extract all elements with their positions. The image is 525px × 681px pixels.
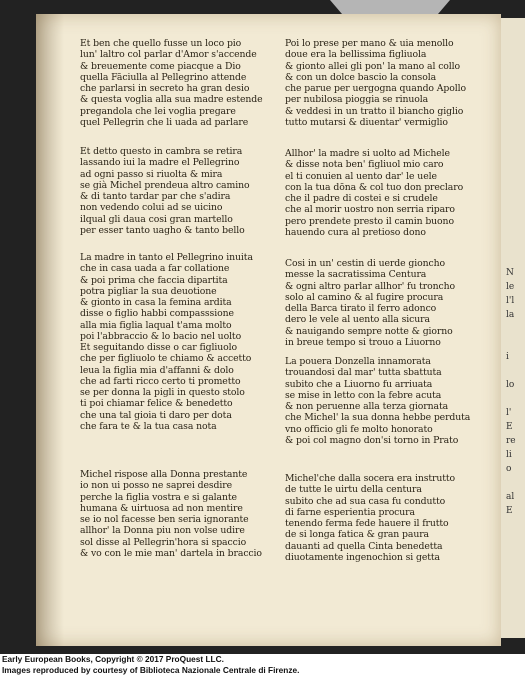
verse-line: La pouera Donzella innamorata	[285, 356, 431, 367]
verse-line: quel Pellegrin che li uada ad parlare	[80, 117, 249, 129]
verse-line: io non ui posso ne saprei desdire	[80, 480, 232, 492]
verse-line: che il padre di costei e si crudele	[285, 193, 438, 205]
image-credit-footer	[0, 654, 525, 681]
verse-line: alla mia figlia laqual t'ama molto	[80, 319, 232, 331]
verse-line: Poi lo prese per mano & uia menollo	[285, 38, 454, 49]
verse-line: & con un dolce bascio la consola	[285, 71, 437, 83]
facing-page-fragment: i	[506, 352, 509, 362]
stanza	[80, 342, 251, 432]
verse-line: non vedendo colui ad se uicino	[80, 202, 223, 214]
facing-page-fragment: li	[506, 450, 512, 460]
stanza	[285, 258, 455, 348]
verse-line: perche la figlia vostra e si galante	[80, 491, 237, 503]
verse-line: & questa voglia alla sua madre estende	[80, 94, 263, 106]
verse-line: Michel rispose alla Donna prestante	[80, 469, 248, 480]
verse-line: leua la figlia mia d'affanni & dolo	[80, 364, 234, 376]
verse-line: & di tanto tardar par che s'adira	[80, 191, 231, 203]
verse-line: di farne esperientia procura	[285, 506, 415, 518]
verse-line: La madre in tanto el Pellegrino inuita	[80, 252, 253, 263]
verse-line: & vo con le mie man' dartela in braccio	[80, 548, 262, 560]
verse-line: lun' laltro col parlar d'Amor s'accende	[80, 49, 257, 61]
verse-line: & poi prima che faccia dipartita	[80, 274, 228, 286]
verse-line: de si longa fatica & gran paura	[285, 529, 429, 541]
verse-line: che ad farti ricco certo ti prometto	[80, 375, 241, 387]
verse-line: che parlarsi in secreto ha gran desio	[80, 83, 250, 95]
reproduction-credit-line: Images reproduced by courtesy of Biblioteca Nazionale Centrale di Firenze.	[2, 665, 300, 675]
verse-line: sol disse al Pellegrin'hora si spaccio	[80, 536, 247, 548]
verse-line: che in casa uada a far collatione	[80, 263, 230, 275]
verse-line: tutto mutarsi & diuentar' vermiglio	[285, 117, 448, 129]
verse-line: che per figliuolo te chiamo & accetto	[80, 353, 252, 365]
verse-line: che al morir uostro non serria riparo	[285, 204, 455, 216]
verse-line: dauanti ad quella Cinta benedetta	[285, 540, 443, 552]
verse-line: che fara te & la tua casa nota	[80, 421, 217, 433]
verse-line: de tutte le uirtu della centura	[285, 484, 422, 496]
verse-line: humana & uirtuosa ad non mentire	[80, 502, 243, 514]
verse-line: della Barca tirato il ferro adonco	[285, 303, 437, 315]
stanza	[80, 252, 253, 342]
facing-page-fragment: lo	[506, 380, 515, 390]
stanza	[80, 38, 263, 128]
verse-line: che una tal gioia ti daro per dota	[80, 409, 232, 421]
verse-line: per nubilosa pioggia se rinuola	[285, 94, 429, 106]
verse-line: vno officio gli fe molto honorato	[285, 423, 433, 435]
verse-line: per esser tanto uagho & tanto bello	[80, 225, 245, 237]
facing-page-fragment: E	[506, 422, 513, 432]
stanza	[80, 469, 262, 559]
verse-line: ad ogni passo si riuolta & mira	[80, 168, 223, 180]
verse-line: & nauigando sempre notte & giorno	[285, 325, 453, 337]
verse-line: che parue per uergogna quando Apollo	[285, 83, 466, 95]
verse-line: in breue tempo si trouo a Liuorno	[285, 337, 441, 349]
facing-page-fragment: N	[506, 268, 514, 278]
facing-page-fragment: le	[506, 282, 515, 292]
facing-page-fragment: la	[506, 310, 515, 320]
verse-line: Michel'che dalla socera era instrutto	[285, 473, 456, 484]
facing-page-fragment: re	[506, 436, 516, 446]
stanza	[285, 473, 455, 563]
verse-line: doue era la bellissima figliuola	[285, 49, 427, 61]
verse-line: se mise in letto con la febre acuta	[285, 389, 442, 401]
verse-line: Et detto questo in cambra se retira	[80, 146, 243, 157]
verse-line: trouandosi dal mar' tutta sbattuta	[285, 367, 442, 379]
verse-line: & disse nota ben' figliuol mio caro	[285, 159, 444, 171]
verse-line: tenendo ferma fede hauere il frutto	[285, 518, 449, 530]
verse-line: che Michel' la sua donna hebbe perduta	[285, 412, 471, 424]
verse-line: & veddesi in un tratto il biancho giglio	[285, 105, 464, 117]
verse-line: lassando iui la madre el Pellegrino	[80, 157, 240, 169]
verse-line: poi l'abbraccio & lo bacio nel uolto	[80, 331, 242, 343]
verse-line: allhor' la Donna piu non volse udire	[80, 525, 245, 537]
verse-line: & ogni altro parlar allhor' fu troncho	[285, 280, 455, 292]
facing-page-fragment: l'l	[506, 296, 515, 306]
facing-page-fragment: al	[506, 492, 515, 502]
verse-line: messe la sacratissima Centura	[285, 269, 427, 281]
page-gutter-shadow	[36, 14, 64, 646]
facing-page-fragment: o	[506, 464, 512, 474]
facing-page-edge	[500, 18, 525, 638]
stanza	[285, 148, 463, 238]
verse-line: Allhor' la madre si uolto ad Michele	[285, 148, 450, 159]
stanza	[285, 38, 466, 128]
stanza	[285, 356, 470, 446]
verse-line: con la tua dōna & col tuo don preclaro	[285, 181, 464, 193]
verse-line: el ti conuien al uento dar' le uele	[285, 170, 437, 182]
verse-line: pregandola che lei voglia pregare	[80, 105, 236, 117]
verse-line: solo al camino & al fugire procura	[285, 291, 444, 303]
verse-line: dero le vele al uento alla sicura	[285, 314, 430, 326]
verse-line: ilqual gli daua cosi gran martello	[80, 213, 233, 225]
verse-line: se già Michel prendeua altro camino	[80, 179, 250, 191]
stanza	[80, 146, 249, 236]
verse-line: quella Fāciulla al Pellegrino attende	[80, 71, 247, 83]
facing-page-fragment: l'	[506, 408, 512, 418]
verse-line: & breuemente come piacque a Dio	[80, 60, 241, 72]
copyright-line: Early European Books, Copyright © 2017 ProQuest LLC.	[2, 654, 224, 664]
facing-page-fragment: E	[506, 506, 513, 516]
verse-line: subito che a Liuorno fu arriuata	[285, 378, 433, 390]
verse-line: & poi col magno don'si torno in Prato	[285, 435, 459, 447]
verse-line: Et ben che quello fusse un loco pio	[80, 38, 242, 49]
verse-line: se io nol facesse ben seria ignorante	[80, 514, 249, 526]
verse-line: subito che ad sua casa fu condutto	[285, 495, 446, 507]
verse-line: diuotamente ingenochion si getta	[285, 552, 440, 564]
verse-line: pero prendete presto il camin buono	[285, 215, 454, 227]
verse-line: disse o figlio habbi compasssione	[80, 308, 234, 320]
verse-line: Cosi in un' cestin di uerde gioncho	[285, 258, 445, 269]
verse-line: se per donna la pigli in questo stolo	[80, 387, 245, 399]
verse-line: & gionto in casa la femina ardita	[80, 297, 232, 309]
verse-line: hauendo cura al pretioso dono	[285, 227, 426, 239]
verse-line: potra pigliar la sua deuotione	[80, 285, 217, 297]
verse-line: Et seguitando disse o car figliuolo	[80, 342, 238, 353]
verse-line: ti poi chiamar felice & benedetto	[80, 398, 233, 410]
verse-line: & gionto allei gli pon' la mano al collo	[285, 60, 461, 72]
verse-line: & non peruenne alla terza giornata	[285, 401, 449, 413]
